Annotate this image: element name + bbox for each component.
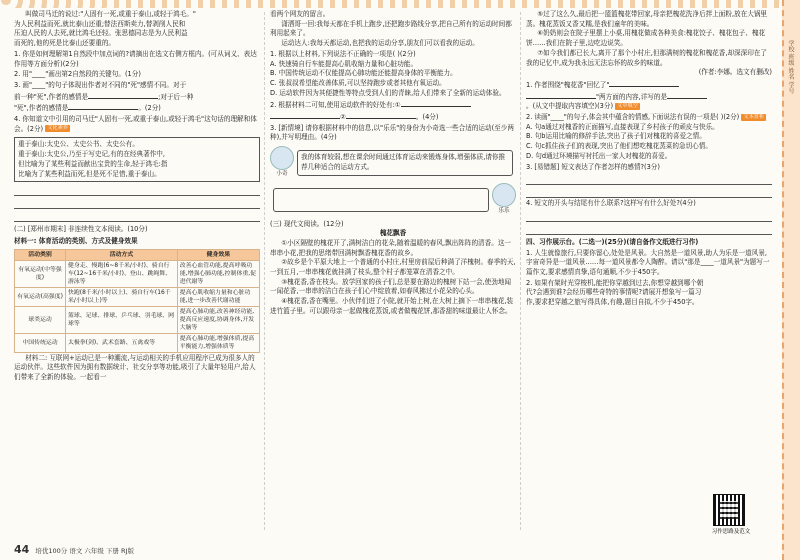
answer-line[interactable] <box>526 174 772 185</box>
student-avatar <box>270 146 294 170</box>
left-avatar: 小奇 <box>270 146 294 180</box>
dialogue-row-1 <box>270 146 516 180</box>
column-middle <box>270 10 516 532</box>
option-a: A. 句a通过对槐香的正面描写,直接表现了乡村孩子的顽皮与快乐。 <box>526 122 719 131</box>
section-3-title: (三) 现代文阅读。(12分) <box>270 219 344 228</box>
lead-line: 看两个网友的留言。 <box>270 10 330 18</box>
writing-prompt-2: 2. 如果有架时光穿梭机,能把你穿越到过去,你想穿越到哪个朝代?会遇到谁?会经历哪些奇特的事情呢?请展开想象写一篇习作,要求把穿越之旅写得具体,有趣,题目自拟,不少于450字。 <box>526 278 704 307</box>
table-header: 健身效果 <box>177 249 259 260</box>
option-b: B. 句b运用比喻的修辞手法,突出了孩子们对槐花的喜爱之情。 <box>526 132 706 141</box>
answer-line[interactable] <box>14 211 260 222</box>
appreciation-tag: 文本赏析 <box>743 113 765 120</box>
question-1-cont: "两方面的内容,详写的是 <box>526 91 772 103</box>
intro-line: 而死的,他的死是比泰山还要重的。 <box>14 39 116 48</box>
answer-line[interactable] <box>526 224 772 235</box>
story-para: ⑥奶奶则会在院子里摆上小桌,用槐花做成各种美食:槐花饺子、槐花包子、槐花饼……我们在院子里,边吃边说笑。 <box>526 29 766 48</box>
story-para: ③槐花香,香在枝头。放学回家的孩子们,总是要在路边的槐树下站一会,使劲地闻一闻花香,一串串的洁白在孩子们心中绽放着,如春风拂过小花朵的心头。 <box>270 277 512 296</box>
option-c: C. 句c抓住孩子们的表现,突出了他们想吃槐花蒸菜的急切心情。 <box>526 142 712 151</box>
section-4-title: 四、习作展示台。(二选一)(25分)(请自备作文纸进行习作) <box>526 237 699 246</box>
answer-blank[interactable] <box>346 111 416 119</box>
intro-line: 叫做司马迁的说过:"人固有一死,或重于泰山,或轻于鸿毛。" <box>25 10 196 18</box>
question-3-cont2: "死",作者的感情是 。(2分) <box>14 104 161 113</box>
story-title: 槐花飘香 <box>379 229 407 238</box>
qr-code-icon[interactable] <box>713 494 745 526</box>
answer-line[interactable] <box>526 187 772 198</box>
answer-blank[interactable] <box>609 79 679 87</box>
side-info-strip: 学校 班级 姓名 学号 <box>787 40 794 94</box>
answer-blank[interactable] <box>68 102 138 110</box>
answer-blank[interactable] <box>526 91 596 99</box>
answer-line[interactable] <box>526 211 772 222</box>
column-divider <box>264 12 265 530</box>
qr-label: 习作思路及范文 <box>711 529 751 535</box>
answer-bubble[interactable] <box>273 188 489 212</box>
question-3: 3. [新情境] 请你根据材料中的信息,以"乐乐"的身份为小奇选一些合适的运动(至少两种),并写明理由。(4分) <box>270 123 514 142</box>
answer-line[interactable] <box>14 198 260 209</box>
speech-bubble: 我的体育较弱,想在课余时间通过体育运动来锻炼身体,增强体质,请你推荐几种适合的运动方式。 <box>297 150 513 175</box>
table-header: 活动方式 <box>66 249 178 260</box>
question-2-cont: ② 。(4分) <box>270 111 516 123</box>
question-1-cont2: 。(从文中提取内容填空)(3分) 文中填空 <box>526 102 638 111</box>
story-para: ④槐花香,香在嘴里。小伙伴们进了小院,就开始上树,在大树上摘下一串串槐花,装进竹篮子里。可以跟母亲一起做槐花蒸饭,或者做槐花饼,那香甜的味道最让人怀念。 <box>270 297 514 315</box>
table-row: 有氧运动(中等强度) 健身走、慢跑(6~8千米/小时)、骑自行车(12~16千米/小时)、登山、跳绳舞、游泳等 改善心血管功能,提高呼吸功能,增强心肺功能,控制体重,促进代谢等 <box>15 260 260 287</box>
column-right <box>526 10 772 532</box>
table-row: 球类运动 篮球、足球、排球、乒乓球、羽毛球、网球等 提高心肺功能,改善神经功能,提高反应速度,协调身体,开发大脑等 <box>15 306 260 333</box>
answer-blank[interactable] <box>401 99 471 107</box>
note-box: 重于泰山:太史公、太史公书、太史公有。 重于泰山:太史公,乃至于写史记,有的在经典著作中, 但比喻为了某些利益而献出宝贵的生命,轻于鸿毛:指 比喻为了某些利益而死,但是死不足惜,重于泰山。 <box>14 137 260 182</box>
question-2: 2. 用"____"画出第2自然段的关键句。(1分) <box>14 70 141 79</box>
question-2: 2. 读画"____"的句子,体会其中蕴含的情感,下面说法有误的一项是( )(2分) 文本赏析 <box>526 113 765 122</box>
column-left <box>14 10 260 532</box>
student-avatar <box>492 183 516 207</box>
question-3: 3. [易错题] 短文表达了作者怎样的感情?(3分) <box>526 162 660 171</box>
dialogue-row-2 <box>270 183 516 217</box>
option-d: D. 运动软件因为其便捷性等特点受到人们的青睐,给人们带来了全新的运动体验。 <box>270 88 506 97</box>
question-4: 4. 短文的开头与结尾有什么联系?这样写有什么好处?(4分) <box>526 199 696 208</box>
story-source: (作者:李娜。选文有删改) <box>698 68 772 77</box>
table-row: 中国传统运动 太极拳(剑)、武术套路、五禽戏等 提高心肺功能,增强体质,提高平衡能力,增强体质等 <box>15 333 260 352</box>
question-3-cont: 前一种"死",作者的感情是 ;对于后一种 <box>14 92 194 101</box>
answer-line[interactable] <box>14 185 260 196</box>
fill-tag: 文中填空 <box>617 102 638 109</box>
answer-blank[interactable] <box>667 91 707 99</box>
column-divider <box>520 12 521 530</box>
story-para: ②故乡是个平原大地上一个普通的小村庄,村里房前屋后种满了洋槐树。春季的天,一到五月,一串串槐花就挂满了枝头,整个村子都笼罩在清香之中。 <box>270 258 516 277</box>
answer-blank[interactable] <box>88 91 158 99</box>
page-number: 44 <box>14 543 30 556</box>
user-comment-2: 运动达人:我每天都运动,也把我的运动分享,朋友们可以看我的运动。 <box>281 39 479 48</box>
user-comment-1: 潇洒哥一回:我每天都在手机上跑步,还把跑步路线分享,把自己所有的运动时间都利用起来了。 <box>270 19 512 38</box>
intro-line: 压迫人民的人去死,就比鸿毛还轻。张思德同志是为人民利益 <box>14 29 188 38</box>
intro-line: 为人民利益而死,就比泰山还重;替法西斯卖力,替剥削人民和 <box>14 19 186 28</box>
activity-table <box>14 249 260 353</box>
section-2-title: (二) [郑州市期末] 非连续性文本阅读。(10分) <box>14 225 148 234</box>
writing-prompt-1: 1. 人生就像旅行,只要你留心,处处是风景。大自然是一道风景,助人为乐是一道风景,宇宙奇异是一道风景……每一道风景都令人陶醉。请以"那是____一道风景"为题写一篇作文,要求感情真挚,语句通顺,不少于450字。 <box>526 248 770 277</box>
question-3: 3. 画"____"的句子体现出作者对不同的"死"感情不同。对于 <box>14 80 187 89</box>
question-1: 1. 你是如何理解第1自然段中加点词的?请摘出在选文右侧方框内。(可从词义、表达作用等方面分析)(2分) <box>14 49 257 68</box>
page-border-top <box>0 0 800 8</box>
page-footer <box>14 543 134 556</box>
story-para: ①小区隔壁的槐花开了,满树洁白的花朵,随着温暖的春风,飘出阵阵的清香。这一串串小花,把我的思绪带回满树飘香槐花香的故乡。 <box>270 238 512 257</box>
option-b: B. 中国传统运动不仅能提高心肺功能还能提高身体的平衡能力。 <box>270 69 457 78</box>
option-d: D. 句d通过环境描写衬托出一家人对槐花的喜爱。 <box>526 151 672 160</box>
question-1: 1. 根据以上材料,下列说法不正确的一项是( )(2分) <box>270 49 416 58</box>
table-header: 活动类别 <box>15 249 66 260</box>
culture-tag: 文化素养 <box>47 125 68 132</box>
option-c: C. 张叔叔希望能改善体质,可以坚持跑步或者其他有氧运动。 <box>270 78 446 87</box>
material-1-title: 材料一: 体育活动的类别、方式及健身效果 <box>14 236 138 245</box>
question-2: 2. 根据材料二可知,使用运动软件的好处有:① <box>270 99 516 111</box>
table-row: 有氧运动(高强度) 快跑(8千米/小时以上)、骑自行车(16千米/小时以上)等 提高心肌收缩力量和心脏功能,进一步改善代谢功能 <box>15 287 260 306</box>
right-avatar: 乐乐 <box>492 183 516 217</box>
story-para: ⑤过了这么久,最后把一篮篮槐花带回家,母亲把槐花洗净后拌上面粉,放在大锅里蒸。槐花蒸饭又香又糯,是我们童年的美味。 <box>526 10 768 28</box>
book-info: 培优100分 语文 六年级 下册 RJ版 <box>35 547 134 555</box>
question-4: 4. 你知道文中引用的司马迁"人固有一死,或重于泰山,或轻于鸿毛"这句话的理解和体会。(2分) 文化素养 <box>14 115 257 133</box>
option-a: A. 快速骑自行车能提高心肌收缩力量和心脏功能。 <box>270 59 418 68</box>
story-para: ⑦如今我们都已长大,离开了那个小村庄,但那满树的槐花和槐花香,却深深印在了我的记忆中,成为我永远无法忘怀的故乡的味道。 <box>526 48 768 67</box>
question-1: 1. 作者围绕"槐花香"回忆了" <box>526 79 772 91</box>
material-2: 材料二: 互联网+运动已是一种潮流,与运动相关的手机应用程序已成为很多人的运动伙伴。这些软件因为拥有数据统计、社交分享等功能,吸引了大量年轻用户,给人们带来了全新的体验。一起看一 <box>14 353 256 382</box>
answer-blank[interactable] <box>270 111 340 119</box>
